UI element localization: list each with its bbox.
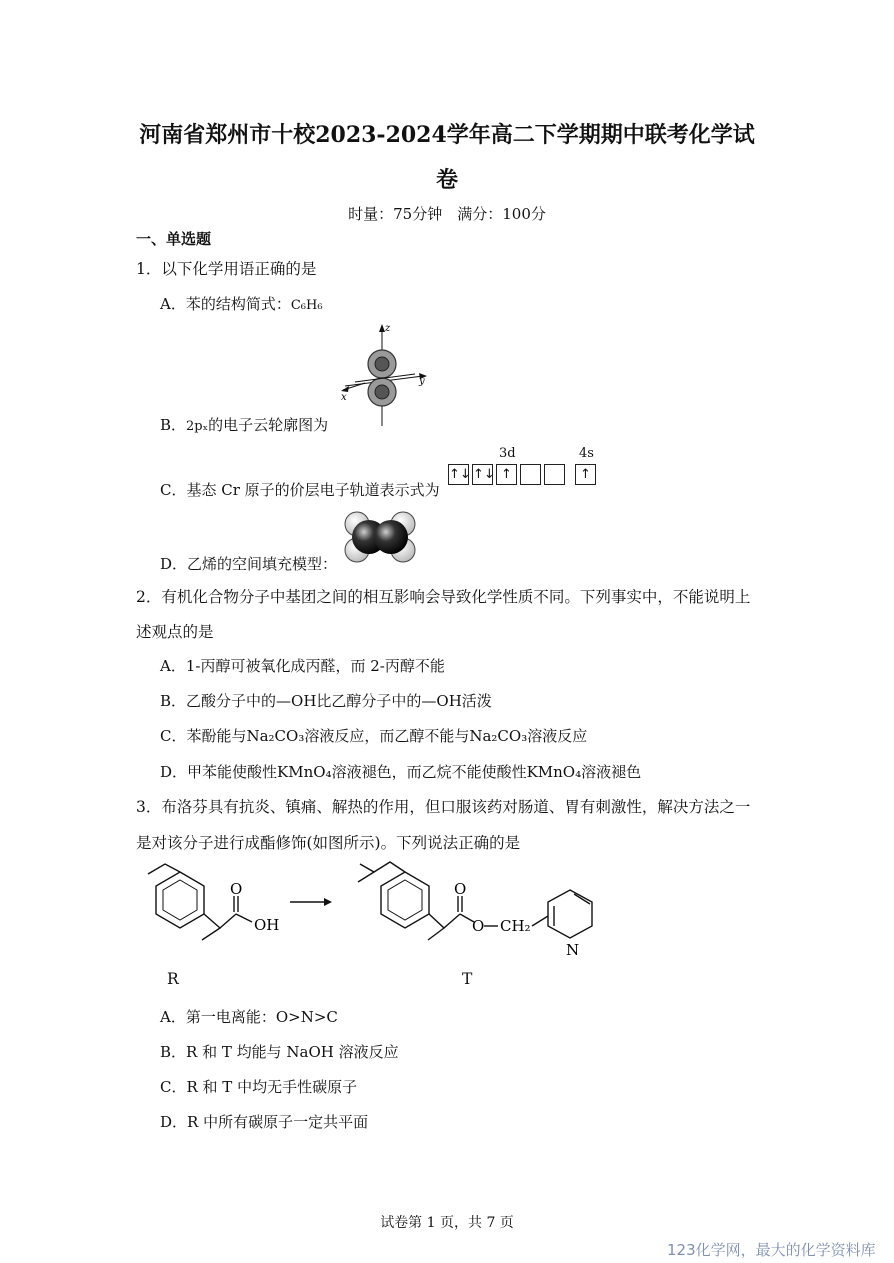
watermark: 123化学网，最大的化学资料库 bbox=[667, 1241, 876, 1259]
label-t: T bbox=[462, 970, 473, 988]
q3-stem-line-1: 3．布洛芬具有抗炎、镇痛、解热的作用，但口服该药对肠道、胃有刺激性，解决方法之一 bbox=[136, 798, 751, 816]
q2-option-b: B．乙酸分子中的—OH比乙醇分子中的—OH活泼 bbox=[160, 692, 492, 710]
q3-stem-line-2: 是对该分子进行成酯修饰(如图所示)。下列说法正确的是 bbox=[136, 834, 521, 852]
struct-o-r: O bbox=[230, 880, 243, 898]
section-heading: 一、单选题 bbox=[136, 230, 212, 248]
exam-meta: 时量：75分钟 满分：100分 bbox=[348, 205, 546, 223]
struct-n: N bbox=[566, 941, 580, 959]
orbital-label-4s: 4s bbox=[579, 446, 594, 461]
orbital-box-4s: ↑ bbox=[575, 464, 596, 485]
orbital-box-3d-3: ↑ bbox=[496, 464, 517, 485]
q1-option-c: C．基态 Cr 原子的价层电子轨道表示式为 bbox=[160, 481, 440, 499]
title-line-2: 卷 bbox=[435, 167, 458, 193]
q2-option-d: D．甲苯能使酸性KMnO₄溶液褪色，而乙烷不能使酸性KMnO₄溶液褪色 bbox=[160, 763, 642, 781]
q1-option-a: A．苯的结构简式：C₆H₆ bbox=[160, 295, 323, 313]
q3-option-c: C．R 和 T 中均无手性碳原子 bbox=[160, 1078, 358, 1096]
orbital-box-3d-5 bbox=[544, 464, 565, 485]
struct-o-t-carbonyl: O bbox=[454, 880, 467, 898]
orbital-box-3d-1: ↑↓ bbox=[448, 464, 469, 485]
q1-stem: 1．以下化学用语正确的是 bbox=[136, 260, 317, 278]
q2-option-c: C．苯酚能与Na₂CO₃溶液反应，而乙醇不能与Na₂CO₃溶液反应 bbox=[160, 727, 588, 745]
axis-x-label: x bbox=[341, 392, 347, 403]
q2-stem-line-1: 2．有机化合物分子中基团之间的相互影响会导致化学性质不同。下列事实中，不能说明上 bbox=[136, 588, 751, 606]
orbital-label-3d: 3d bbox=[499, 446, 516, 461]
p-orbital-diagram bbox=[335, 320, 435, 430]
orbital-box-3d-2: ↑↓ bbox=[472, 464, 493, 485]
axis-y-label: y bbox=[419, 376, 425, 387]
q3-option-b: B．R 和 T 均能与 NaOH 溶液反应 bbox=[160, 1043, 399, 1061]
ethylene-model bbox=[340, 507, 420, 567]
q3-option-a: A．第一电离能：O>N>C bbox=[160, 1008, 338, 1026]
q1-option-d: D．乙烯的空间填充模型： bbox=[160, 555, 338, 573]
orbital-box-3d-4 bbox=[520, 464, 541, 485]
q2-stem-line-2: 述观点的是 bbox=[136, 623, 214, 641]
page-footer: 试卷第 1 页，共 7 页 bbox=[380, 1215, 514, 1231]
struct-o-t-ester: O bbox=[472, 917, 485, 935]
struct-ch2: CH₂ bbox=[500, 917, 531, 935]
label-r: R bbox=[167, 970, 179, 988]
q1-option-b: B．2pₓ的电子云轮廓图为 bbox=[160, 416, 329, 434]
q2-option-a: A．1-丙醇可被氧化成丙醛，而 2-丙醇不能 bbox=[160, 657, 445, 675]
ibuprofen-esterification-scheme bbox=[130, 860, 620, 960]
title-line-1: 河南省郑州市十校2023-2024学年高二下学期期中联考化学试 bbox=[139, 122, 755, 148]
struct-oh: OH bbox=[254, 916, 280, 934]
q3-option-d: D．R 中所有碳原子一定共平面 bbox=[160, 1113, 369, 1131]
axis-z-label: z bbox=[385, 323, 391, 334]
